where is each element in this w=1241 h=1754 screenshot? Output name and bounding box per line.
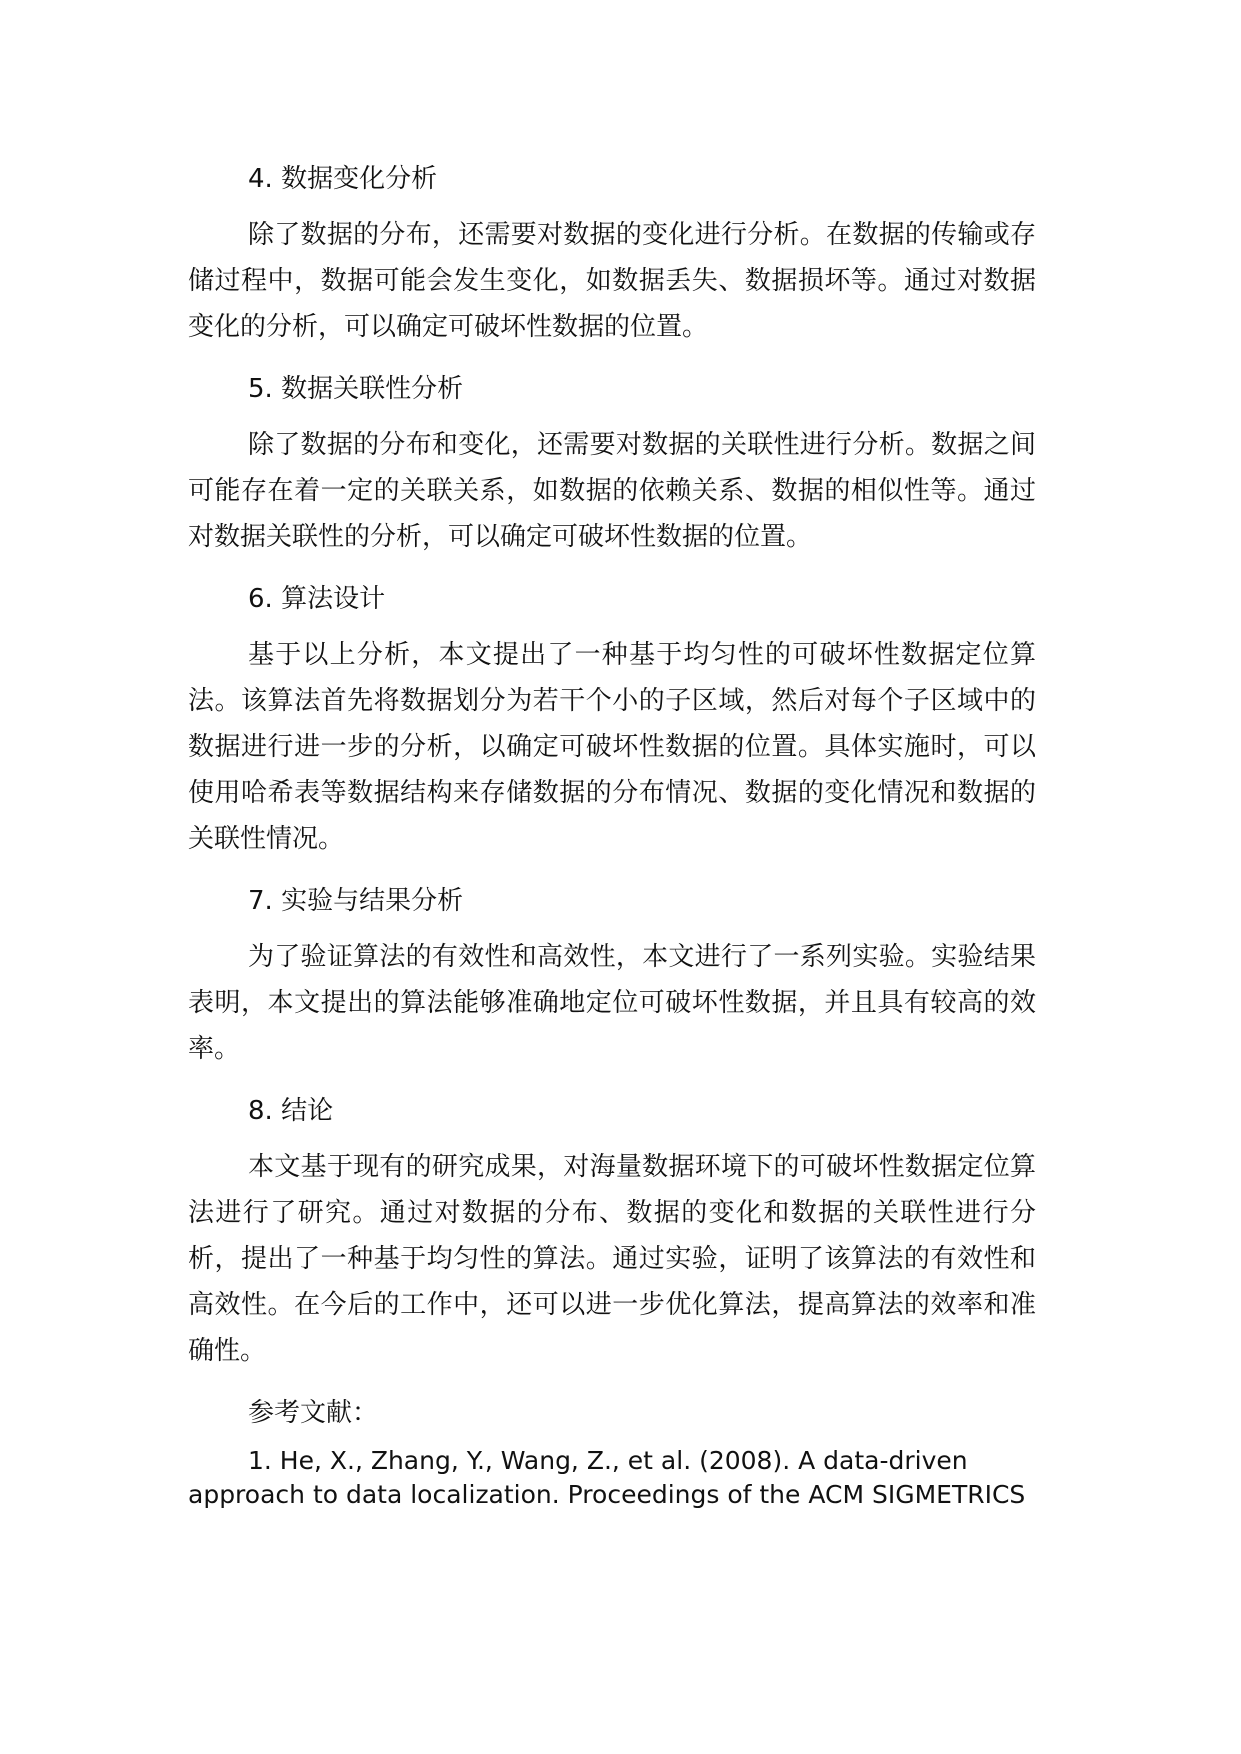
section-paragraph: 除了数据的分布，还需要对数据的变化进行分析。在数据的传输或存储过程中，数据可能会发生变化，如数据丢失、数据损坏等。通过对数据变化的分析，可以确定可破坏性数据的位置。	[188, 220, 1036, 342]
section-paragraph: 除了数据的分布和变化，还需要对数据的关联性进行分析。数据之间可能存在着一定的关联关系，如数据的依赖关系、数据的相似性等。通过对数据关联性的分析，可以确定可破坏性数据的位置。	[188, 430, 1036, 552]
section-heading: 5. 数据关联性分析	[248, 374, 464, 404]
section-paragraph: 本文基于现有的研究成果，对海量数据环境下的可破坏性数据定位算法进行了研究。通过对数据的分布、数据的变化和数据的关联性进行分析，提出了一种基于均匀性的算法。通过实验，证明了该算法的有效性和高效性。在今后的工作中，还可以进一步优化算法，提高算法的效率和准确性。	[188, 1152, 1036, 1366]
page-content	[188, 156, 1036, 1512]
section-paragraph: 为了验证算法的有效性和高效性，本文进行了一系列实验。实验结果表明，本文提出的算法能够准确地定位可破坏性数据，并且具有较高的效率。	[188, 942, 1036, 1064]
section-paragraph: 基于以上分析，本文提出了一种基于均匀性的可破坏性数据定位算法。该算法首先将数据划分为若干个小的子区域，然后对每个子区域中的数据进行进一步的分析，以确定可破坏性数据的位置。具体实施时，可以使用哈希表等数据结构来存储数据的分布情况、数据的变化情况和数据的关联性情况。	[188, 640, 1036, 854]
section-heading: 6. 算法设计	[248, 584, 386, 614]
section-heading: 8. 结论	[248, 1096, 334, 1126]
section-heading: 4. 数据变化分析	[248, 164, 438, 194]
reference-item: 1. He, X., Zhang, Y., Wang, Z., et al. (2008). A data-driven approach to data localization. Proceedings of the ACM SIGMETRICS	[188, 1446, 1026, 1509]
references-label: 参考文献：	[248, 1398, 379, 1428]
section-heading: 7. 实验与结果分析	[248, 886, 464, 916]
